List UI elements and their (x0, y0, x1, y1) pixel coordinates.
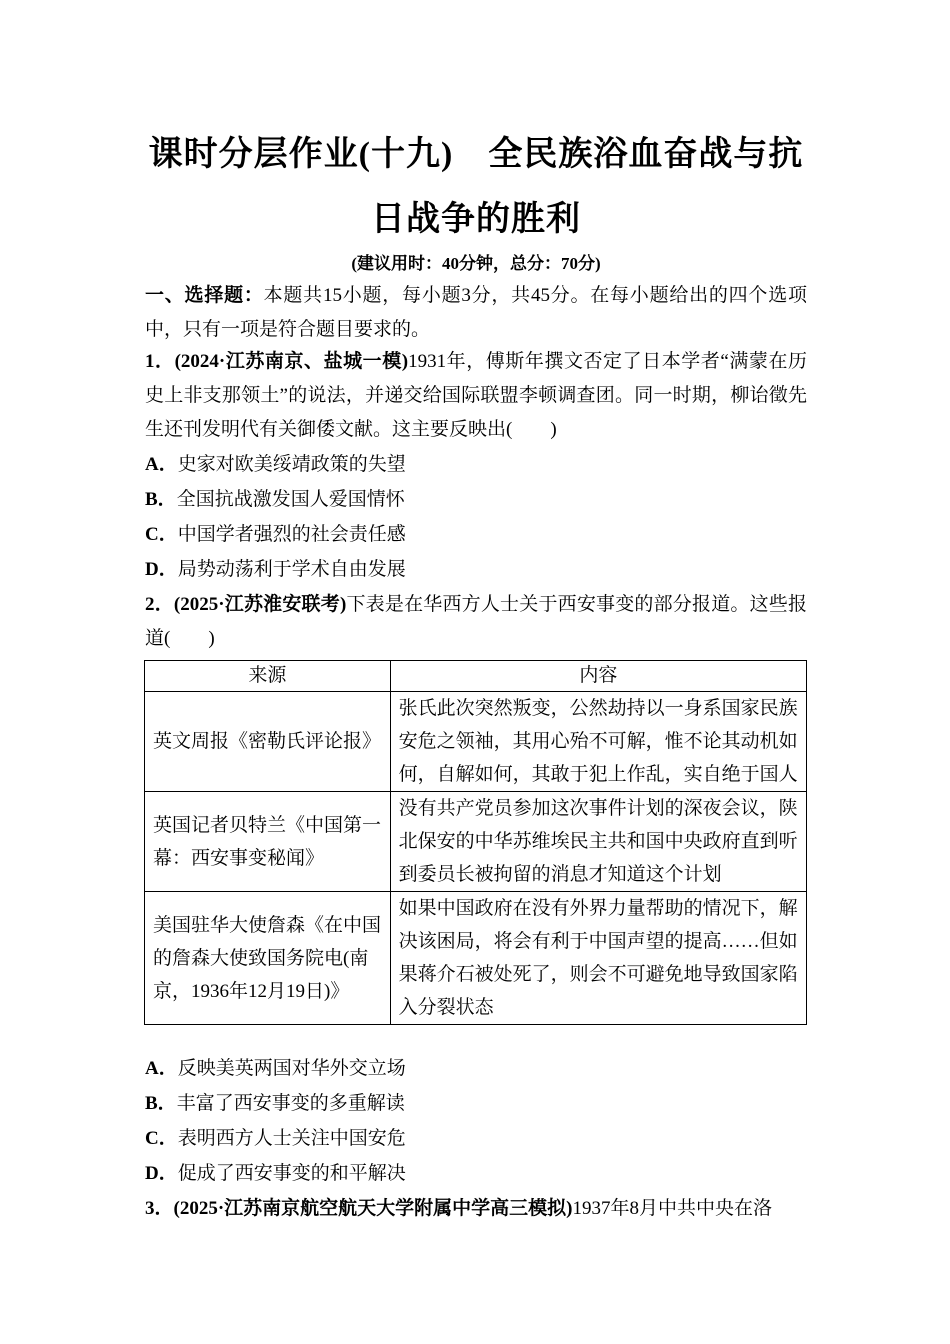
option-c[interactable] (145, 518, 807, 552)
question-3-stem (145, 1192, 807, 1226)
question-1-stem (145, 345, 807, 447)
title-line-2: 日战争的胜利 (371, 201, 581, 238)
question-text: 1931年，傅斯年撰文否定了日本学者“满蒙在历史上非支那领土”的说法，并递交给国际联盟李顿调查团。同一时期，柳诒徵先生还刊发明代有关御倭文献。这主要反映出( ) (145, 351, 807, 440)
option-text: 中国学者强烈的社会责任感 (177, 524, 406, 545)
section-text: 本题共15小题，每小题3分，共45分。在每小题给出的四个选项中，只有一项是符合题目要求的。 (145, 285, 807, 340)
option-text: 丰富了西安事变的多重解读 (176, 1093, 405, 1114)
option-text: 全国抗战激发国人爱国情怀 (176, 489, 405, 510)
option-b[interactable] (145, 1087, 807, 1121)
option-letter: B． (145, 489, 177, 510)
question-number: 1． (145, 351, 175, 372)
time-score-note: (建议用时：40分钟，总分：70分) (351, 254, 601, 273)
option-text: 局势动荡利于学术自由发展 (177, 559, 406, 580)
option-text: 反映美英两国对华外交立场 (177, 1058, 406, 1079)
header-content: 内容 (390, 661, 806, 692)
question-source: (2024·江苏南京、盐城一模) (174, 351, 409, 372)
option-letter: D． (145, 1163, 178, 1184)
header-source: 来源 (145, 661, 391, 692)
table-header-row (145, 661, 807, 692)
question-source: (2025·江苏淮安联考) (173, 594, 347, 615)
option-letter: C． (145, 524, 178, 545)
option-text: 促成了西安事变的和平解决 (177, 1163, 406, 1184)
question-number: 2． (145, 594, 174, 615)
question-text: 1937年8月中共中央在洛 (572, 1198, 773, 1219)
option-letter: A． (145, 454, 178, 475)
section-heading: 一、选择题： (145, 285, 264, 306)
option-b[interactable] (145, 483, 807, 517)
question-source: (2025·江苏南京航空航天大学附属中学高三模拟) (173, 1198, 573, 1219)
cell-content: 没有共产党员参加这次事件计划的深夜会议，陕北保安的中华苏维埃民主共和国中央政府直到听到委员长被拘留的消息才知道这个计划 (390, 792, 806, 892)
question-2-stem (145, 588, 807, 656)
option-a[interactable] (145, 448, 807, 482)
option-letter: B． (145, 1093, 177, 1114)
option-d[interactable] (145, 553, 807, 587)
question-number: 3． (145, 1198, 174, 1219)
table-row (145, 692, 807, 792)
cell-source: 英国记者贝特兰《中国第一幕：西安事变秘闻》 (145, 792, 391, 892)
section-instructions (145, 279, 807, 347)
option-letter: D． (145, 559, 178, 580)
option-text: 史家对欧美绥靖政策的失望 (177, 454, 406, 475)
option-c[interactable] (145, 1122, 807, 1156)
option-letter: C． (145, 1128, 178, 1149)
table-row (145, 892, 807, 1025)
option-d[interactable] (145, 1157, 807, 1191)
cell-source: 美国驻华大使詹森《在中国的詹森大使致国务院电(南京，1936年12月19日)》 (145, 892, 391, 1025)
cell-content: 如果中国政府在没有外界力量帮助的情况下，解决该困局，将会有利于中国声望的提高……但如果蒋介石被处死了，则会不可避免地导致国家陷入分裂状态 (390, 892, 806, 1025)
option-letter: A． (145, 1058, 178, 1079)
option-text: 表明西方人士关注中国安危 (177, 1128, 406, 1149)
title-line-1: 课时分层作业(十九) 全民族浴血奋战与抗 (148, 136, 804, 173)
cell-source: 英文周报《密勒氏评论报》 (145, 692, 391, 792)
table-row (145, 792, 807, 892)
cell-content: 张氏此次突然叛变，公然劫持以一身系国家民族安危之领袖，其用心殆不可解，惟不论其动机如何，自解如何，其敢于犯上作乱，实自绝于国人 (390, 692, 806, 792)
reports-table (144, 660, 807, 1025)
option-a[interactable] (145, 1052, 807, 1086)
question-text: 下表是在华西方人士关于西安事变的部分报道。这些报道( ) (145, 594, 807, 649)
